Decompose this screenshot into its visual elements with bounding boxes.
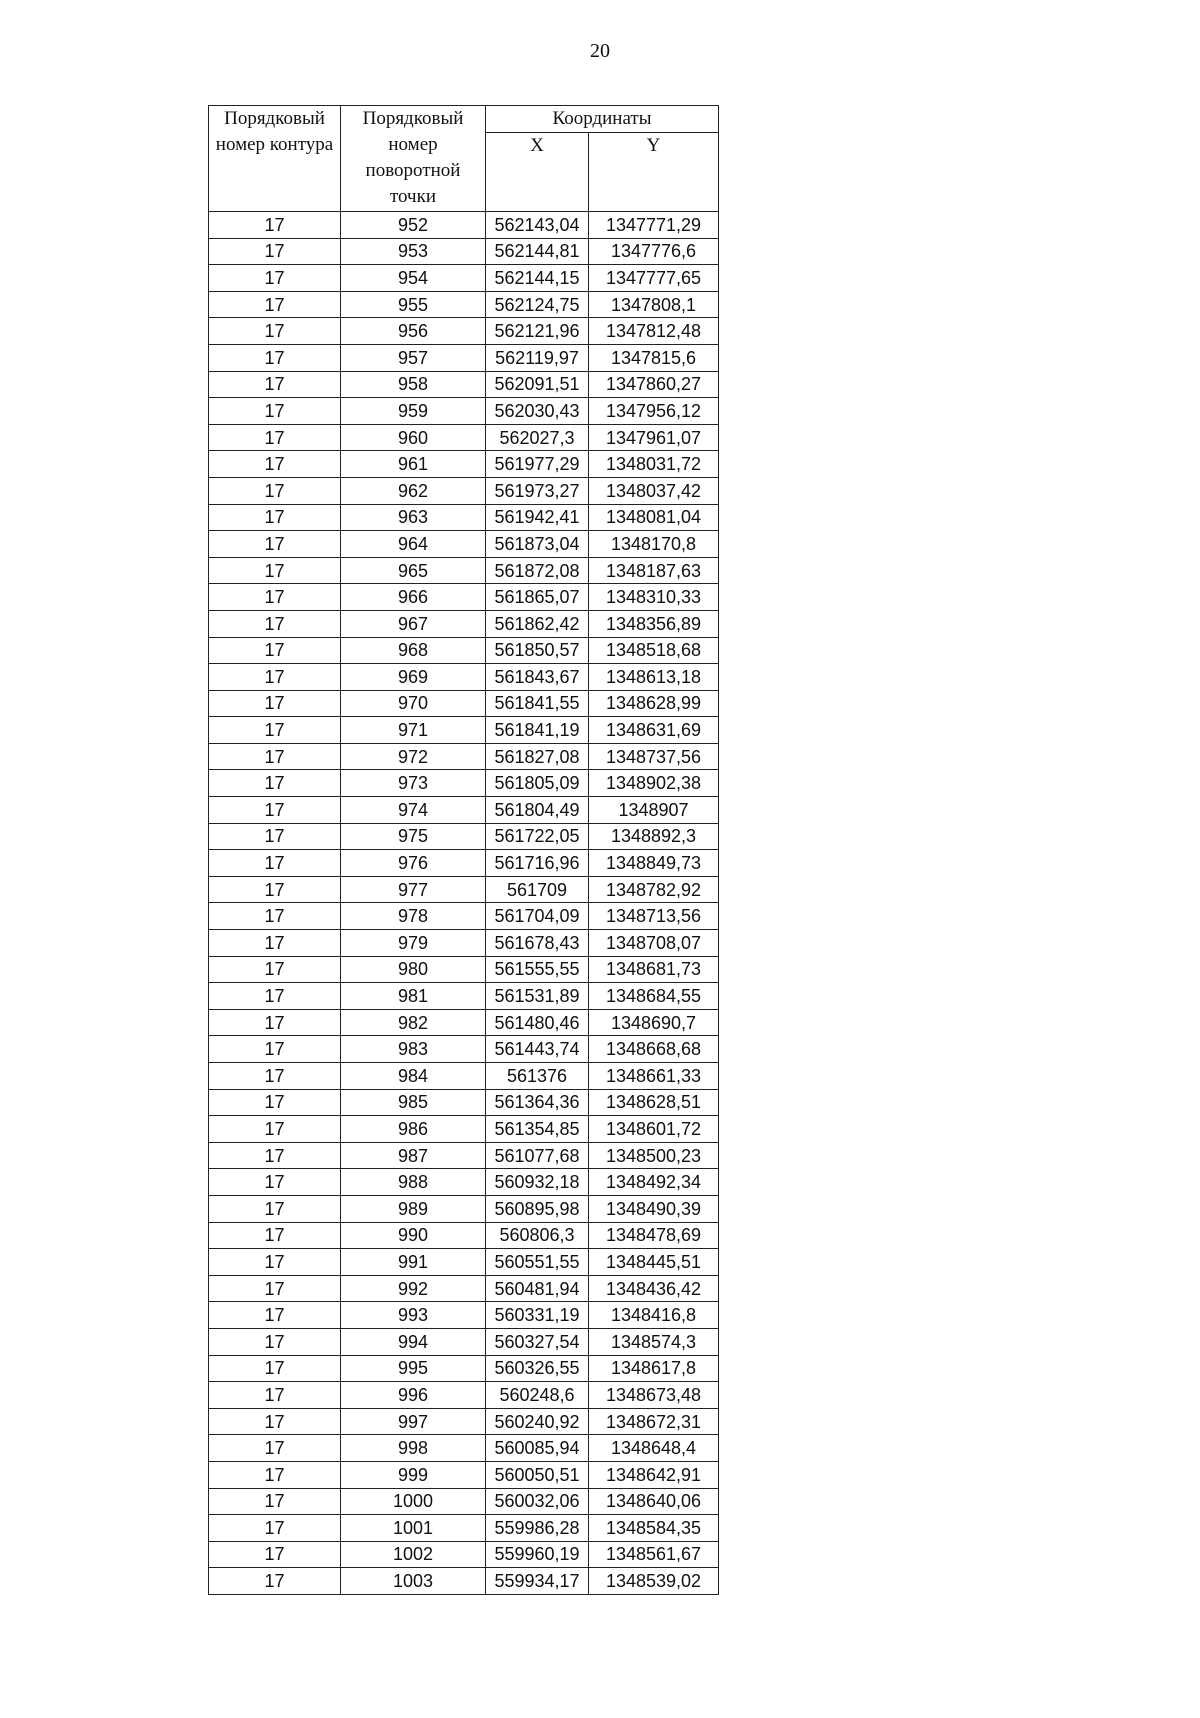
header-x: X: [486, 133, 589, 212]
y-coordinate-cell: 1348500,23: [589, 1142, 719, 1169]
x-coordinate-cell: 560085,94: [486, 1435, 589, 1462]
contour-number-cell: 17: [209, 1169, 341, 1196]
y-coordinate-cell: 1348445,51: [589, 1249, 719, 1276]
point-number-cell: 978: [341, 903, 486, 930]
point-number-cell: 973: [341, 770, 486, 797]
y-coordinate-cell: 1348690,7: [589, 1009, 719, 1036]
header-contour-line-2: номер контура: [215, 134, 334, 155]
point-number-cell: 1001: [341, 1515, 486, 1542]
y-coordinate-cell: 1347771,29: [589, 212, 719, 239]
x-coordinate-cell: 561841,55: [486, 690, 589, 717]
table-row: [209, 531, 719, 558]
contour-number-cell: 17: [209, 265, 341, 292]
table-row: [209, 212, 719, 239]
contour-number-cell: 17: [209, 797, 341, 824]
contour-number-cell: 17: [209, 690, 341, 717]
y-coordinate-cell: 1348648,4: [589, 1435, 719, 1462]
point-number-cell: 996: [341, 1382, 486, 1409]
point-number-cell: 992: [341, 1275, 486, 1302]
contour-number-cell: 17: [209, 1461, 341, 1488]
x-coordinate-cell: 561873,04: [486, 531, 589, 558]
y-coordinate-cell: 1348081,04: [589, 504, 719, 531]
table-row: [209, 797, 719, 824]
y-coordinate-cell: 1348031,72: [589, 451, 719, 478]
x-coordinate-cell: 561678,43: [486, 930, 589, 957]
y-coordinate-cell: 1348310,33: [589, 584, 719, 611]
x-coordinate-cell: 562119,97: [486, 344, 589, 371]
y-coordinate-cell: 1348640,06: [589, 1488, 719, 1515]
point-number-cell: 971: [341, 717, 486, 744]
contour-number-cell: 17: [209, 1515, 341, 1542]
point-number-cell: 990: [341, 1222, 486, 1249]
y-coordinate-cell: 1348490,39: [589, 1195, 719, 1222]
contour-number-cell: 17: [209, 318, 341, 345]
point-number-cell: 994: [341, 1328, 486, 1355]
table-row: [209, 823, 719, 850]
x-coordinate-cell: 561716,96: [486, 850, 589, 877]
y-coordinate-cell: 1348628,51: [589, 1089, 719, 1116]
x-coordinate-cell: 560327,54: [486, 1328, 589, 1355]
x-coordinate-cell: 561843,67: [486, 664, 589, 691]
table-row: [209, 1488, 719, 1515]
contour-number-cell: 17: [209, 477, 341, 504]
x-coordinate-cell: 560932,18: [486, 1169, 589, 1196]
contour-number-cell: 17: [209, 850, 341, 877]
contour-number-cell: 17: [209, 344, 341, 371]
contour-number-cell: 17: [209, 903, 341, 930]
table-row: [209, 1116, 719, 1143]
y-coordinate-cell: 1348642,91: [589, 1461, 719, 1488]
contour-number-cell: 17: [209, 1541, 341, 1568]
contour-number-cell: 17: [209, 1116, 341, 1143]
point-number-cell: 991: [341, 1249, 486, 1276]
contour-number-cell: 17: [209, 212, 341, 239]
contour-number-cell: 17: [209, 424, 341, 451]
contour-number-cell: 17: [209, 637, 341, 664]
table-row: [209, 584, 719, 611]
point-number-cell: 965: [341, 557, 486, 584]
contour-number-cell: 17: [209, 1222, 341, 1249]
header-contour-number: [209, 106, 341, 212]
table-row: [209, 424, 719, 451]
header-point-line-1: Порядковый: [362, 108, 464, 129]
contour-number-cell: 17: [209, 956, 341, 983]
y-coordinate-cell: 1348187,63: [589, 557, 719, 584]
x-coordinate-cell: 562030,43: [486, 398, 589, 425]
contour-number-cell: 17: [209, 1435, 341, 1462]
y-coordinate-cell: 1348037,42: [589, 477, 719, 504]
point-number-cell: 985: [341, 1089, 486, 1116]
table-row: [209, 1515, 719, 1542]
x-coordinate-cell: 560551,55: [486, 1249, 589, 1276]
x-coordinate-cell: 562144,81: [486, 238, 589, 265]
contour-number-cell: 17: [209, 1382, 341, 1409]
x-coordinate-cell: 562144,15: [486, 265, 589, 292]
table-row: [209, 344, 719, 371]
y-coordinate-cell: 1348436,42: [589, 1275, 719, 1302]
table-row: [209, 637, 719, 664]
table-row: [209, 1355, 719, 1382]
x-coordinate-cell: 561942,41: [486, 504, 589, 531]
point-number-cell: 979: [341, 930, 486, 957]
point-number-cell: 1002: [341, 1541, 486, 1568]
table-row: [209, 371, 719, 398]
contour-number-cell: 17: [209, 371, 341, 398]
point-number-cell: 980: [341, 956, 486, 983]
point-number-cell: 995: [341, 1355, 486, 1382]
x-coordinate-cell: 561862,42: [486, 610, 589, 637]
table-row: [209, 451, 719, 478]
y-coordinate-cell: 1348708,07: [589, 930, 719, 957]
table-row: [209, 238, 719, 265]
x-coordinate-cell: 561354,85: [486, 1116, 589, 1143]
table-row: [209, 610, 719, 637]
contour-number-cell: 17: [209, 238, 341, 265]
x-coordinate-cell: 560032,06: [486, 1488, 589, 1515]
y-coordinate-cell: 1348782,92: [589, 876, 719, 903]
table-row: [209, 291, 719, 318]
table-row: [209, 1328, 719, 1355]
contour-number-cell: 17: [209, 823, 341, 850]
x-coordinate-cell: 561850,57: [486, 637, 589, 664]
y-coordinate-cell: 1348684,55: [589, 983, 719, 1010]
point-number-cell: 953: [341, 238, 486, 265]
y-coordinate-cell: 1348170,8: [589, 531, 719, 558]
table-row: [209, 1435, 719, 1462]
point-number-cell: 967: [341, 610, 486, 637]
point-number-cell: 963: [341, 504, 486, 531]
contour-number-cell: 17: [209, 930, 341, 957]
y-coordinate-cell: 1348492,34: [589, 1169, 719, 1196]
contour-number-cell: 17: [209, 1328, 341, 1355]
y-coordinate-cell: 1348672,31: [589, 1408, 719, 1435]
point-number-cell: 960: [341, 424, 486, 451]
y-coordinate-cell: 1348574,3: [589, 1328, 719, 1355]
x-coordinate-cell: 560331,19: [486, 1302, 589, 1329]
x-coordinate-cell: 561805,09: [486, 770, 589, 797]
y-coordinate-cell: 1348584,35: [589, 1515, 719, 1542]
table-row: [209, 876, 719, 903]
y-coordinate-cell: 1347961,07: [589, 424, 719, 451]
y-coordinate-cell: 1348416,8: [589, 1302, 719, 1329]
header-point-line-4: точки: [389, 186, 436, 207]
y-coordinate-cell: 1348668,68: [589, 1036, 719, 1063]
y-coordinate-cell: 1348902,38: [589, 770, 719, 797]
y-coordinate-cell: 1348601,72: [589, 1116, 719, 1143]
contour-number-cell: 17: [209, 531, 341, 558]
table-row: [209, 717, 719, 744]
point-number-cell: 955: [341, 291, 486, 318]
table-row: [209, 1275, 719, 1302]
x-coordinate-cell: 561865,07: [486, 584, 589, 611]
table-row: [209, 1382, 719, 1409]
contour-number-cell: 17: [209, 610, 341, 637]
point-number-cell: 969: [341, 664, 486, 691]
table-body: [209, 212, 719, 1595]
contour-number-cell: 17: [209, 398, 341, 425]
point-number-cell: 952: [341, 212, 486, 239]
point-number-cell: 964: [341, 531, 486, 558]
point-number-cell: 987: [341, 1142, 486, 1169]
table-row: [209, 1009, 719, 1036]
x-coordinate-cell: 561977,29: [486, 451, 589, 478]
table-row: [209, 930, 719, 957]
y-coordinate-cell: 1347860,27: [589, 371, 719, 398]
x-coordinate-cell: 561443,74: [486, 1036, 589, 1063]
contour-number-cell: 17: [209, 1488, 341, 1515]
table-row: [209, 1063, 719, 1090]
contour-number-cell: 17: [209, 557, 341, 584]
table-row: [209, 983, 719, 1010]
x-coordinate-cell: 562124,75: [486, 291, 589, 318]
table-row: [209, 265, 719, 292]
contour-number-cell: 17: [209, 1355, 341, 1382]
x-coordinate-cell: 562121,96: [486, 318, 589, 345]
table-row: [209, 770, 719, 797]
table-row: [209, 1302, 719, 1329]
contour-number-cell: 17: [209, 717, 341, 744]
x-coordinate-cell: 559960,19: [486, 1541, 589, 1568]
x-coordinate-cell: 561376: [486, 1063, 589, 1090]
table-row: [209, 1461, 719, 1488]
point-number-cell: 974: [341, 797, 486, 824]
point-number-cell: 970: [341, 690, 486, 717]
table-row: [209, 1142, 719, 1169]
point-number-cell: 968: [341, 637, 486, 664]
table-row: [209, 1169, 719, 1196]
x-coordinate-cell: 561872,08: [486, 557, 589, 584]
table-row: [209, 1089, 719, 1116]
y-coordinate-cell: 1348849,73: [589, 850, 719, 877]
y-coordinate-cell: 1347956,12: [589, 398, 719, 425]
x-coordinate-cell: 561480,46: [486, 1009, 589, 1036]
point-number-cell: 977: [341, 876, 486, 903]
contour-number-cell: 17: [209, 1195, 341, 1222]
table-row: [209, 903, 719, 930]
table-row: [209, 318, 719, 345]
table-row: [209, 1541, 719, 1568]
point-number-cell: 999: [341, 1461, 486, 1488]
table-row: [209, 504, 719, 531]
table-row: [209, 1408, 719, 1435]
contour-number-cell: 17: [209, 1009, 341, 1036]
y-coordinate-cell: 1348673,48: [589, 1382, 719, 1409]
table-row: [209, 1036, 719, 1063]
y-coordinate-cell: 1348681,73: [589, 956, 719, 983]
table-row: [209, 1195, 719, 1222]
point-number-cell: 988: [341, 1169, 486, 1196]
point-number-cell: 981: [341, 983, 486, 1010]
header-point-line-2: номер: [388, 134, 438, 155]
point-number-cell: 966: [341, 584, 486, 611]
contour-number-cell: 17: [209, 664, 341, 691]
contour-number-cell: 17: [209, 1063, 341, 1090]
y-coordinate-cell: 1348661,33: [589, 1063, 719, 1090]
header-coordinates: Координаты: [486, 106, 719, 133]
header-point-line-3: поворотной: [365, 160, 461, 181]
x-coordinate-cell: 561555,55: [486, 956, 589, 983]
x-coordinate-cell: 560050,51: [486, 1461, 589, 1488]
contour-number-cell: 17: [209, 1036, 341, 1063]
contour-number-cell: 17: [209, 291, 341, 318]
table-row: [209, 398, 719, 425]
x-coordinate-cell: 561722,05: [486, 823, 589, 850]
point-number-cell: 982: [341, 1009, 486, 1036]
x-coordinate-cell: 560806,3: [486, 1222, 589, 1249]
x-coordinate-cell: 560248,6: [486, 1382, 589, 1409]
header-point-number: [341, 106, 486, 212]
x-coordinate-cell: 561077,68: [486, 1142, 589, 1169]
contour-number-cell: 17: [209, 876, 341, 903]
table-row: [209, 477, 719, 504]
point-number-cell: 957: [341, 344, 486, 371]
y-coordinate-cell: 1348561,67: [589, 1541, 719, 1568]
table-row: [209, 690, 719, 717]
point-number-cell: 976: [341, 850, 486, 877]
y-coordinate-cell: 1348631,69: [589, 717, 719, 744]
contour-number-cell: 17: [209, 770, 341, 797]
x-coordinate-cell: 561804,49: [486, 797, 589, 824]
point-number-cell: 972: [341, 743, 486, 770]
y-coordinate-cell: 1348478,69: [589, 1222, 719, 1249]
contour-number-cell: 17: [209, 1302, 341, 1329]
y-coordinate-cell: 1347777,65: [589, 265, 719, 292]
table-row: [209, 557, 719, 584]
table-row: [209, 1249, 719, 1276]
y-coordinate-cell: 1347808,1: [589, 291, 719, 318]
header-y: Y: [589, 133, 719, 212]
x-coordinate-cell: 561704,09: [486, 903, 589, 930]
point-number-cell: 986: [341, 1116, 486, 1143]
x-coordinate-cell: 561973,27: [486, 477, 589, 504]
y-coordinate-cell: 1347815,6: [589, 344, 719, 371]
y-coordinate-cell: 1348356,89: [589, 610, 719, 637]
point-number-cell: 975: [341, 823, 486, 850]
table-row: [209, 743, 719, 770]
header-contour-line-1: Порядковый: [224, 108, 325, 129]
x-coordinate-cell: 559934,17: [486, 1568, 589, 1595]
contour-number-cell: 17: [209, 1408, 341, 1435]
x-coordinate-cell: 561827,08: [486, 743, 589, 770]
point-number-cell: 1000: [341, 1488, 486, 1515]
y-coordinate-cell: 1348713,56: [589, 903, 719, 930]
contour-number-cell: 17: [209, 1142, 341, 1169]
y-coordinate-cell: 1348617,8: [589, 1355, 719, 1382]
x-coordinate-cell: 561709: [486, 876, 589, 903]
point-number-cell: 962: [341, 477, 486, 504]
point-number-cell: 954: [341, 265, 486, 292]
point-number-cell: 1003: [341, 1568, 486, 1595]
x-coordinate-cell: 562143,04: [486, 212, 589, 239]
x-coordinate-cell: 562091,51: [486, 371, 589, 398]
table-row: [209, 1222, 719, 1249]
contour-number-cell: 17: [209, 504, 341, 531]
point-number-cell: 997: [341, 1408, 486, 1435]
point-number-cell: 984: [341, 1063, 486, 1090]
point-number-cell: 959: [341, 398, 486, 425]
y-coordinate-cell: 1348737,56: [589, 743, 719, 770]
contour-number-cell: 17: [209, 983, 341, 1010]
point-number-cell: 989: [341, 1195, 486, 1222]
y-coordinate-cell: 1348539,02: [589, 1568, 719, 1595]
table-row: [209, 956, 719, 983]
point-number-cell: 961: [341, 451, 486, 478]
contour-number-cell: 17: [209, 1089, 341, 1116]
table-row: [209, 664, 719, 691]
y-coordinate-cell: 1348907: [589, 797, 719, 824]
point-number-cell: 956: [341, 318, 486, 345]
contour-number-cell: 17: [209, 1275, 341, 1302]
contour-number-cell: 17: [209, 451, 341, 478]
x-coordinate-cell: 562027,3: [486, 424, 589, 451]
point-number-cell: 993: [341, 1302, 486, 1329]
x-coordinate-cell: 561364,36: [486, 1089, 589, 1116]
x-coordinate-cell: 561531,89: [486, 983, 589, 1010]
y-coordinate-cell: 1347776,6: [589, 238, 719, 265]
x-coordinate-cell: 560481,94: [486, 1275, 589, 1302]
y-coordinate-cell: 1348892,3: [589, 823, 719, 850]
table-row: [209, 1568, 719, 1595]
y-coordinate-cell: 1348518,68: [589, 637, 719, 664]
x-coordinate-cell: 560240,92: [486, 1408, 589, 1435]
x-coordinate-cell: 559986,28: [486, 1515, 589, 1542]
point-number-cell: 958: [341, 371, 486, 398]
table-row: [209, 850, 719, 877]
x-coordinate-cell: 560326,55: [486, 1355, 589, 1382]
contour-number-cell: 17: [209, 743, 341, 770]
point-number-cell: 983: [341, 1036, 486, 1063]
point-number-cell: 998: [341, 1435, 486, 1462]
x-coordinate-cell: 560895,98: [486, 1195, 589, 1222]
coordinates-table: [208, 105, 719, 1595]
y-coordinate-cell: 1347812,48: [589, 318, 719, 345]
contour-number-cell: 17: [209, 1568, 341, 1595]
contour-number-cell: 17: [209, 1249, 341, 1276]
y-coordinate-cell: 1348613,18: [589, 664, 719, 691]
page-number: 20: [590, 40, 610, 62]
contour-number-cell: 17: [209, 584, 341, 611]
x-coordinate-cell: 561841,19: [486, 717, 589, 744]
table-header: [209, 106, 719, 212]
y-coordinate-cell: 1348628,99: [589, 690, 719, 717]
